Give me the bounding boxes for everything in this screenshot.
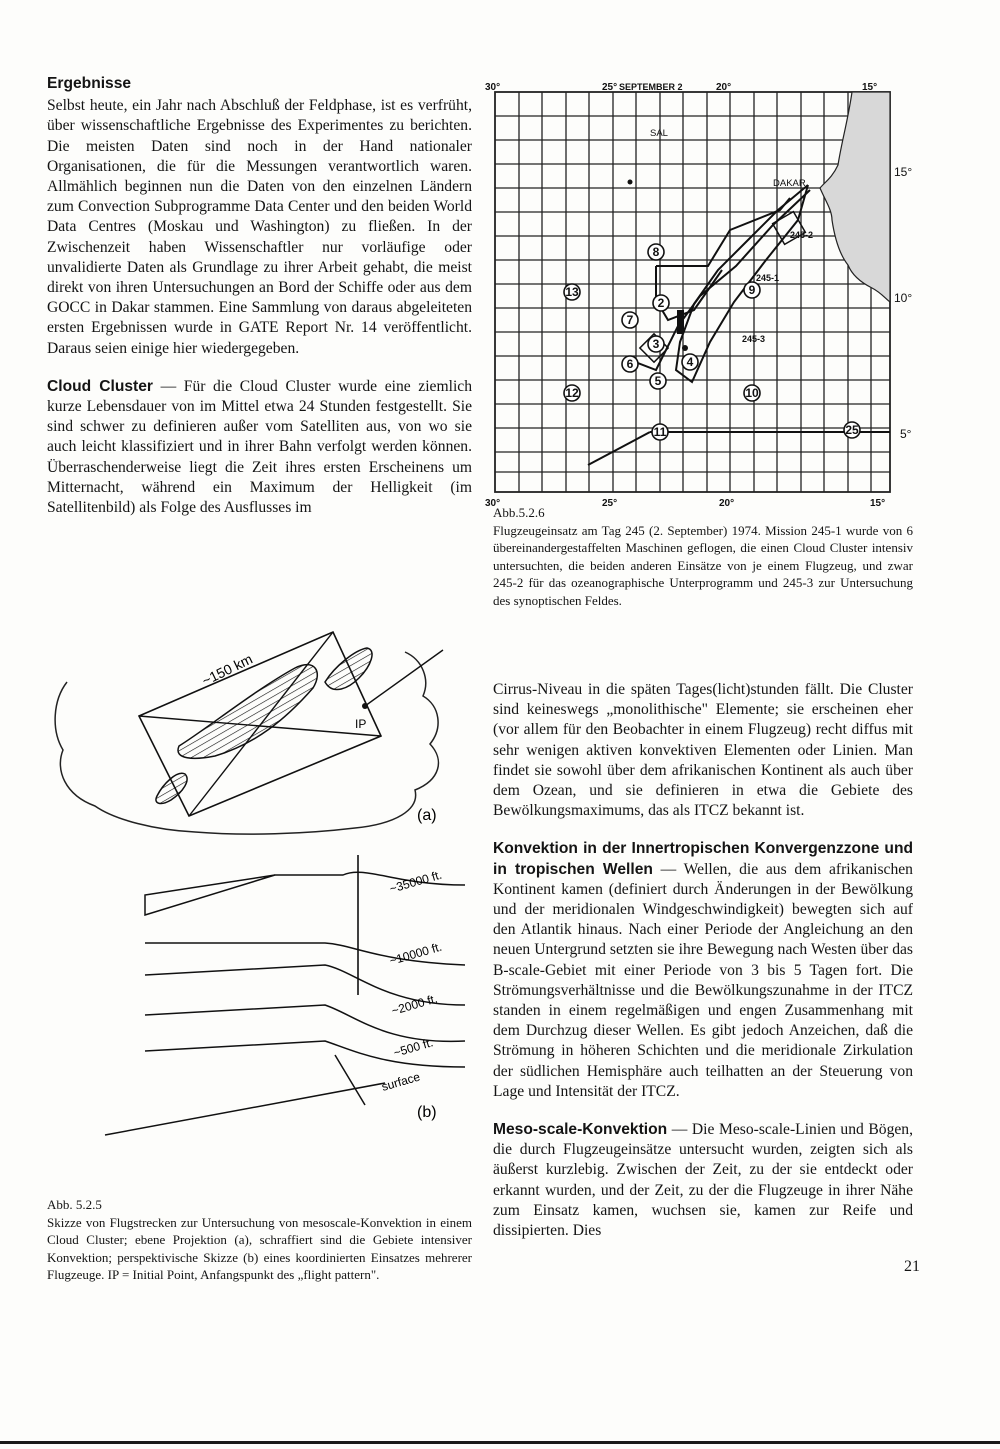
page-number: 21 bbox=[904, 1258, 920, 1275]
station-9 bbox=[744, 282, 760, 298]
heading-meso: Meso-scale-Konvektion bbox=[493, 1121, 668, 1139]
top-lon-15: 15° bbox=[862, 82, 878, 93]
svg-text:4: 4 bbox=[686, 355, 694, 369]
figure-5-2-5-label: Abb. 5.2.5 bbox=[47, 1197, 102, 1212]
konvektion-text: — Wellen, die aus dem afrikanischen Kontinent kamen (definiert durch Änderungen in der Bewölkung und der meridionalen Windgeschwindigkeit) bewegten sich auf den Atlantik hinaus. Nach einer Periode der Angleichung an den neuen Untergrund setzten sie ihre Bewegung nach Westen über das B-scale-Gebiet mit einer Periode von 3 bis 5 Tagen fort. Die Strömungsverhältnisse und die Bewölkungszunahme in der ITCZ standen in einem regelmäßigen und engen Zusammenhang mit dem Durchzug dieser Wellen. Es gibt jedoch Anzeichen, daß die Strömung in höheren Schichten und die meridionale Zirkulation der südlichen Hemisphäre auch teilhatten an der Steuerung von Lage und Intensität der ITCZ. bbox=[493, 860, 913, 1100]
svg-text:12: 12 bbox=[565, 386, 579, 400]
top-lon-25: 25° bbox=[602, 82, 618, 93]
figure-5-2-5-text: Skizze von Flugstrecken zur Untersuchung von mesoscale-Konvektion in einem Cloud Cluster; ebene Projektion (a), schraffiert sind die Gebiete intensiver Konvektion; perspektivische Skizze (b) eines koordinierten Einsatzes mehrerer Flugzeuge. IP = Initial Point, Anfangspunkt des „flight pattern". bbox=[47, 1214, 472, 1282]
svg-text:3: 3 bbox=[652, 337, 660, 351]
station-13 bbox=[564, 284, 580, 300]
svg-text:5: 5 bbox=[654, 374, 662, 388]
figure-5-2-5-panel-b bbox=[45, 855, 465, 1175]
svg-text:11: 11 bbox=[653, 425, 667, 439]
station-5 bbox=[650, 373, 666, 389]
heading-konvektion: Konvektion in der Innertropischen Konvergenzzone und in tropischen Wellen bbox=[493, 840, 913, 878]
figure-5-2-6-text: Flugzeugeinsatz am Tag 245 (2. September) 1974. Mission 245-1 wurde von 6 übereinandergestaffelten Maschinen geflogen, die einen Cloud Cluster intensiv untersuchten, die beiden anderen Einsätze von je einem Flugzeug, und zwar 245-2 für das ozeanographische Unterprogramm und 245-3 zur Untersuchung des synoptischen Feldes. bbox=[493, 522, 913, 608]
label-sal: SAL bbox=[650, 128, 668, 139]
station-6 bbox=[622, 356, 638, 372]
bottom-lon-30: 30° bbox=[485, 498, 501, 509]
svg-text:13: 13 bbox=[565, 285, 579, 299]
svg-text:10: 10 bbox=[745, 386, 759, 400]
figure-5-2-5-panel-a bbox=[45, 620, 465, 850]
svg-text:6: 6 bbox=[626, 357, 634, 371]
svg-text:8: 8 bbox=[652, 245, 660, 259]
label-245-1: 245-1 bbox=[756, 273, 780, 283]
paragraph-cloud-cluster bbox=[47, 377, 472, 518]
label-2000-ft: ~2000 ft. bbox=[389, 991, 440, 1018]
svg-text:2: 2 bbox=[657, 296, 665, 310]
africa-coast bbox=[820, 92, 890, 302]
paragraph-meso bbox=[493, 1120, 913, 1241]
svg-text:9: 9 bbox=[748, 283, 756, 297]
label-panel-b: (b) bbox=[417, 1104, 437, 1121]
station-3 bbox=[648, 336, 664, 352]
paragraph-ergebnisse: Selbst heute, ein Jahr nach Abschluß der Feldphase, ist es verfrüht, über wissenschaftliche Ergebnisse des Experimentes zu berichten. Die meisten Daten sind noch in der Hand nationaler Organisationen, die für die Messungen verantwortlich waren. Allmählich beginnen nun die Daten von den einzelnen Ländern zum Convection Subprogramme Data Center und den beiden World Data Centres (Moskau und Washington) zu fließen. In der Zwischenzeit haben Wissenschaftler nur vorläufige oder unvalidierte Daten als Grundlage zu ihrer Arbeit gehabt, die meist direkt von ihren Untersuchungen an Bord der Schiffe oder aus dem GOCC in Dakar stammen. Eine Sammlung von daraus abgeleiteten ersten Ergebnissen wurde in GATE Report Nr. 14 veröffentlicht. Daraus seien einige hier wiedergegeben. bbox=[47, 97, 472, 357]
label-35000-ft: ~35000 ft. bbox=[387, 867, 444, 896]
station-8 bbox=[648, 244, 664, 260]
lat-10: 10° bbox=[894, 291, 913, 305]
station-7 bbox=[622, 312, 638, 328]
station-25 bbox=[844, 422, 860, 438]
bottom-lon-15: 15° bbox=[870, 498, 886, 509]
map-title: SEPTEMBER 2 bbox=[619, 82, 683, 92]
label-ip: IP bbox=[355, 717, 367, 731]
bottom-lon-25: 25° bbox=[602, 498, 618, 509]
station-12 bbox=[564, 385, 580, 401]
figure-5-2-5-caption bbox=[47, 1196, 472, 1284]
left-column bbox=[47, 74, 472, 518]
label-150-km: ~150 km bbox=[199, 650, 255, 689]
svg-text:7: 7 bbox=[626, 313, 634, 327]
top-lon-30: 30° bbox=[485, 82, 501, 93]
top-lon-20: 20° bbox=[716, 82, 732, 93]
station-4 bbox=[682, 354, 698, 370]
lat-5: 5° bbox=[900, 427, 912, 441]
heading-cloud-cluster: Cloud Cluster bbox=[47, 377, 153, 395]
paragraph-konvektion bbox=[493, 839, 913, 1102]
figure-5-2-6-map bbox=[480, 70, 920, 510]
bottom-rule bbox=[0, 1441, 1000, 1444]
station-2 bbox=[653, 295, 669, 311]
label-dakar: DAKAR bbox=[773, 178, 806, 189]
figure-5-2-6-label: Abb.5.2.6 bbox=[493, 505, 545, 520]
label-500-ft: ~500 ft. bbox=[391, 1035, 435, 1060]
label-10000-ft: ~10000 ft. bbox=[387, 939, 444, 968]
label-245-3: 245-3 bbox=[742, 334, 766, 344]
right-column bbox=[493, 680, 913, 1241]
station-10 bbox=[744, 385, 760, 401]
cloud-cluster-text: — Für die Cloud Cluster wurde eine ziemlich kurze Lebensdauer von im Mittel etwa 24 Stunden festgestellt. Sie sind schwer zu definieren außer vom Satelliten aus, von wo sie auch leicht klassifiziert und in ihrer Bahn verfolgt werden können. Überraschenderweise liegt die Zeit ihres ersten Erscheinens um Mitternacht, während ein Maximum der Helligkeit (im Satellitenbild) als Folge des Ausflusses im bbox=[47, 377, 472, 517]
heading-ergebnisse: Ergebnisse bbox=[47, 75, 132, 92]
lat-15: 15° bbox=[894, 165, 913, 179]
label-surface: surface bbox=[379, 1069, 422, 1094]
bottom-lon-20: 20° bbox=[719, 498, 735, 509]
label-245-2: 245-2 bbox=[790, 230, 814, 240]
figure-5-2-6-caption bbox=[493, 504, 913, 609]
station-11 bbox=[652, 424, 668, 440]
svg-text:25: 25 bbox=[845, 423, 859, 437]
meso-text: — Die Meso-scale-Linien und Bögen, die durch Flugzeugeinsätze untersucht wurden, zeigten sich als äußerst kurzlebig. Zwischen der Zeit, zu der sie entdeckt oder erkannt wurden, und der Zeit, zu der die Flugzeuge in ihrer Nähe zum Einsatz kamen, wuchsen sie, kamen zur Reife und dissipierten. Dies bbox=[493, 1121, 913, 1240]
label-panel-a: (a) bbox=[417, 807, 437, 824]
paragraph-cirrus: Cirrus-Niveau in die späten Tages(licht)stunden fällt. Die Cluster sind keineswegs „monolithische" Elemente; sie erscheinen eher (vor allem für den Beobachter in einem Flugzeug) recht diffus mit sehr wenigen aktiven konvektiven Elementen oder Linien. Man findet sie sowohl über dem afrikanischen Kontinent als auch über dem Ozean, und sie definieren in etwa die Gebiete des Bewölkungsmaximums, das als ITCZ bekannt ist. bbox=[493, 681, 913, 820]
mission-245-1-track bbox=[656, 198, 790, 320]
